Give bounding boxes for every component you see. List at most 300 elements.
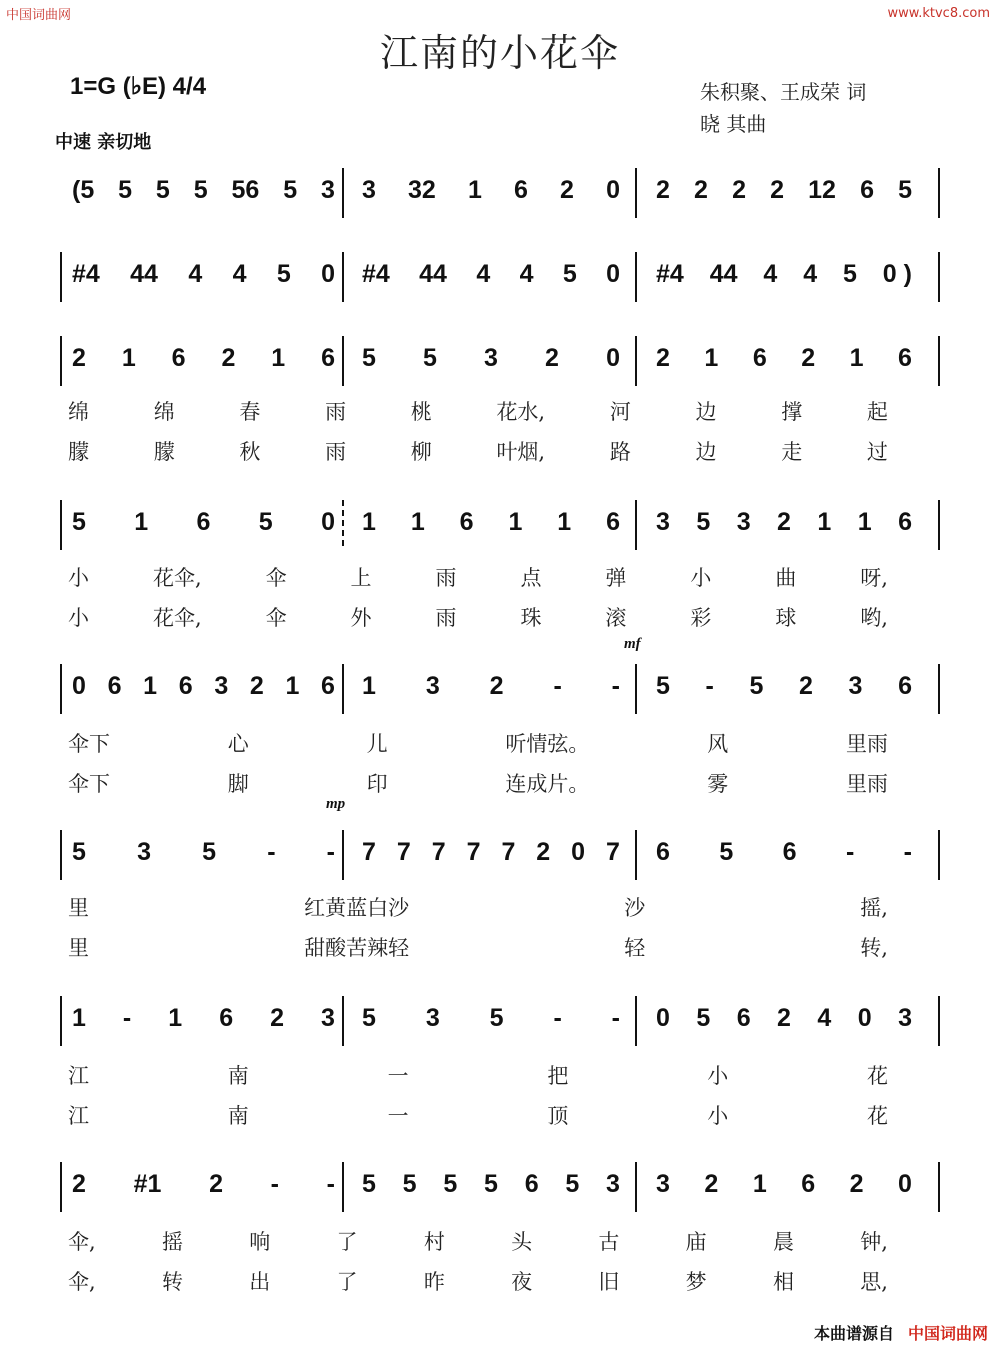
bar-line xyxy=(635,664,637,714)
lyric-syllable: 南 xyxy=(227,1064,249,1088)
lyricist-credit: 朱积聚、王成荣 词 xyxy=(700,80,867,104)
note: 0 ) xyxy=(882,260,912,288)
note: 1 xyxy=(849,344,864,372)
note: 6 xyxy=(606,508,620,536)
bar-line xyxy=(635,252,637,302)
note: #4 xyxy=(656,260,684,288)
note: 2 xyxy=(732,176,746,204)
note: 1 xyxy=(557,508,572,536)
lyric-syllable: 里雨 xyxy=(845,772,888,796)
note: 7 xyxy=(606,838,620,866)
lyric-syllable: 雨 xyxy=(435,566,457,590)
note: 2 xyxy=(656,176,670,204)
note: 44 xyxy=(130,260,158,288)
lyric-line xyxy=(0,932,1000,962)
note: 1 xyxy=(362,672,376,700)
lyric-syllable: 转, xyxy=(860,936,888,960)
note: 6 xyxy=(171,344,186,372)
lyric-syllable: 珠 xyxy=(520,606,542,630)
note: 5 xyxy=(696,508,711,536)
measure xyxy=(656,344,912,373)
lyric-syllable: 雾 xyxy=(707,772,729,796)
note: 5 xyxy=(362,1004,376,1032)
note: 2 xyxy=(770,176,784,204)
note: #4 xyxy=(362,260,390,288)
note: 5 xyxy=(276,260,291,288)
note: 5 xyxy=(565,1170,580,1198)
note: - xyxy=(122,1004,132,1032)
note: 3 xyxy=(656,1170,670,1198)
note: - xyxy=(553,672,562,700)
note: 2 xyxy=(777,1004,791,1032)
note: 3 xyxy=(848,672,863,700)
note: 4 xyxy=(232,260,247,288)
measure xyxy=(656,672,912,701)
note: 1 xyxy=(410,508,425,536)
lyric-syllable: 一 xyxy=(387,1064,409,1088)
lyric-syllable: 儿 xyxy=(366,732,388,756)
note: 3 xyxy=(606,1170,620,1198)
note: 5 xyxy=(258,508,273,536)
lyric-syllable: 南 xyxy=(227,1104,249,1128)
lyric-syllable: 绵 xyxy=(153,400,175,424)
bar-line xyxy=(60,336,62,386)
lyric-line xyxy=(0,1060,1000,1090)
note: 2 xyxy=(849,1170,864,1198)
lyric-syllable: 柳 xyxy=(410,440,432,464)
measure xyxy=(72,1004,335,1033)
lyric-syllable: 摇, xyxy=(860,896,888,920)
bar-line xyxy=(342,252,344,302)
bar-line xyxy=(938,996,940,1046)
note: 3 xyxy=(214,672,229,700)
lyric-syllable: 走 xyxy=(781,440,803,464)
measure xyxy=(72,1170,335,1199)
note: 0 xyxy=(571,838,586,866)
note: 6 xyxy=(524,1170,539,1198)
lyric-syllable: 路 xyxy=(609,440,631,464)
note: 5 xyxy=(362,1170,376,1198)
note: 0 xyxy=(606,176,620,204)
note: 3 xyxy=(656,508,670,536)
note: 5 xyxy=(202,838,217,866)
note: 6 xyxy=(219,1004,234,1032)
note: 1 xyxy=(508,508,523,536)
bar-line xyxy=(342,336,344,386)
lyric-syllable: 伞 xyxy=(265,606,287,630)
note: 5 xyxy=(696,1004,711,1032)
note: 2 xyxy=(656,344,670,372)
measure xyxy=(72,508,335,537)
note: 2 xyxy=(249,672,264,700)
lyric-line xyxy=(0,396,1000,426)
note: 6 xyxy=(898,508,912,536)
lyric-syllable: 撑 xyxy=(781,400,803,424)
note: 5 xyxy=(283,176,298,204)
note: 6 xyxy=(782,838,797,866)
measure xyxy=(72,838,335,867)
bar-line xyxy=(60,830,62,880)
note: 6 xyxy=(801,1170,816,1198)
note: 1 xyxy=(467,176,482,204)
lyric-syllable: 起 xyxy=(866,400,888,424)
note: 3 xyxy=(736,508,751,536)
watermark-left: 中国词曲网 xyxy=(6,8,72,23)
bar-line xyxy=(635,168,637,218)
note: 6 xyxy=(196,508,211,536)
song-title: 江南的小花伞 xyxy=(379,31,620,75)
note: 3 xyxy=(425,672,440,700)
note: 2 xyxy=(270,1004,285,1032)
note: 44 xyxy=(419,260,447,288)
note: 5 xyxy=(749,672,764,700)
lyric-line xyxy=(0,728,1000,758)
note: 6 xyxy=(514,176,528,204)
bar-line xyxy=(60,664,62,714)
note: 2 xyxy=(560,176,574,204)
note: 5 xyxy=(656,672,670,700)
note: - xyxy=(267,838,276,866)
lyric-syllable: 旧 xyxy=(598,1270,620,1294)
note: - xyxy=(326,838,335,866)
note: 5 xyxy=(423,344,437,372)
bar-line xyxy=(635,1162,637,1212)
lyric-syllable: 花 xyxy=(866,1064,888,1088)
bar-line xyxy=(635,500,637,550)
measure xyxy=(72,672,335,701)
note: 5 xyxy=(362,344,376,372)
note: 2 xyxy=(801,344,816,372)
note: 2 xyxy=(72,1170,86,1198)
note: 6 xyxy=(107,672,122,700)
note: 2 xyxy=(799,672,813,700)
note: - xyxy=(326,1170,335,1198)
lyric-syllable: 边 xyxy=(695,400,717,424)
note: 3 xyxy=(898,1004,912,1032)
lyric-syllable: 转 xyxy=(161,1270,183,1294)
lyric-line xyxy=(0,768,1000,798)
bar-line xyxy=(635,336,637,386)
lyric-line xyxy=(0,1100,1000,1130)
lyric-syllable: 村 xyxy=(423,1230,445,1254)
note: 7 xyxy=(362,838,376,866)
note: 4 xyxy=(803,260,818,288)
note: 5 xyxy=(489,1004,504,1032)
lyric-syllable: 小 xyxy=(707,1064,729,1088)
lyric-syllable: 桃 xyxy=(410,400,432,424)
lyric-syllable: 风 xyxy=(707,732,729,756)
lyric-syllable: 江 xyxy=(68,1104,89,1128)
note: - xyxy=(903,838,912,866)
note: 6 xyxy=(321,344,335,372)
note: 0 xyxy=(321,508,335,536)
lyric-syllable: 响 xyxy=(249,1230,271,1254)
lyric-syllable: 小 xyxy=(707,1104,729,1128)
lyric-syllable: 脚 xyxy=(227,772,249,796)
measure xyxy=(72,260,335,289)
lyric-syllable: 弹 xyxy=(605,566,627,590)
note: 4 xyxy=(763,260,778,288)
key-signature: 1=G (♭E) 4/4 xyxy=(70,73,207,100)
note: - xyxy=(270,1170,279,1198)
note: - xyxy=(705,672,714,700)
measure xyxy=(72,344,335,373)
measure xyxy=(656,838,912,867)
dynamic-mp: mp xyxy=(326,796,346,812)
lyric-syllable: 雨 xyxy=(435,606,457,630)
note: 3 xyxy=(484,344,498,372)
measure xyxy=(656,508,912,537)
bar-line xyxy=(635,996,637,1046)
bar-line xyxy=(342,996,344,1046)
lyric-syllable: 昨 xyxy=(423,1270,445,1294)
lyric-syllable: 古 xyxy=(598,1230,620,1254)
note: 5 xyxy=(118,176,133,204)
note: 2 xyxy=(209,1170,223,1198)
lyric-syllable: 伞下 xyxy=(68,732,110,756)
bar-line xyxy=(342,168,344,218)
lyric-syllable: 呀, xyxy=(860,566,888,590)
source-site: 中国词曲网 xyxy=(907,1324,988,1343)
note: (5 xyxy=(72,176,95,204)
note: 0 xyxy=(898,1170,912,1198)
note: 3 xyxy=(137,838,151,866)
note: 32 xyxy=(408,176,436,204)
note: 0 xyxy=(857,1004,872,1032)
note: 4 xyxy=(817,1004,832,1032)
lyric-syllable: 轻 xyxy=(624,936,646,960)
lyric-syllable: 哟, xyxy=(860,606,888,630)
lyric-syllable: 印 xyxy=(366,772,388,796)
measure xyxy=(362,838,620,867)
note: 5 xyxy=(443,1170,458,1198)
measure xyxy=(362,176,620,205)
lyric-syllable: 曲 xyxy=(775,566,797,590)
note: 2 xyxy=(704,1170,719,1198)
note: 56 xyxy=(231,176,260,204)
lyric-syllable: 出 xyxy=(249,1270,271,1294)
lyric-syllable: 心 xyxy=(227,732,249,756)
note: 5 xyxy=(72,838,86,866)
bar-line xyxy=(938,664,940,714)
note: 3 xyxy=(425,1004,440,1032)
note: 0 xyxy=(72,672,86,700)
measure xyxy=(362,344,620,373)
bar-line xyxy=(938,336,940,386)
bar-line xyxy=(342,664,344,714)
note: #4 xyxy=(72,260,100,288)
lyric-syllable: 一 xyxy=(387,1104,409,1128)
lyric-syllable: 伞下 xyxy=(68,772,110,796)
dynamic-mf: mf xyxy=(624,636,641,652)
note: 5 xyxy=(562,260,577,288)
lyric-syllable: 滚 xyxy=(605,606,627,630)
note: 2 xyxy=(72,344,86,372)
lyric-line xyxy=(0,436,1000,466)
note: 5 xyxy=(484,1170,498,1198)
note: 4 xyxy=(519,260,534,288)
note: 1 xyxy=(704,344,719,372)
note: 0 xyxy=(656,1004,670,1032)
note: 6 xyxy=(898,672,912,700)
note: 44 xyxy=(709,260,738,288)
note: 7 xyxy=(396,838,411,866)
measure xyxy=(656,1170,912,1199)
lyric-syllable: 雨 xyxy=(325,440,347,464)
lyric-syllable: 沙 xyxy=(624,896,646,920)
note: 7 xyxy=(431,838,446,866)
note: 12 xyxy=(808,176,836,204)
lyric-syllable: 小 xyxy=(68,606,89,630)
note: 1 xyxy=(143,672,158,700)
lyric-syllable: 外 xyxy=(350,606,372,630)
lyric-syllable: 梦 xyxy=(685,1270,707,1294)
bar-line xyxy=(938,1162,940,1212)
lyric-syllable: 花 xyxy=(866,1104,888,1128)
lyric-syllable: 了 xyxy=(336,1230,358,1254)
note: 6 xyxy=(860,176,874,204)
lyric-syllable: 朦 xyxy=(68,440,89,464)
note: 1 xyxy=(362,508,376,536)
bar-line xyxy=(938,168,940,218)
note: 6 xyxy=(656,838,670,866)
lyric-line xyxy=(0,1226,1000,1256)
note: 7 xyxy=(501,838,516,866)
lyric-syllable: 花伞, xyxy=(152,566,202,590)
lyric-syllable: 花水, xyxy=(496,400,546,424)
lyric-syllable: 小 xyxy=(68,566,89,590)
note: 3 xyxy=(362,176,376,204)
note: 2 xyxy=(545,344,559,372)
note: 6 xyxy=(178,672,193,700)
note: 1 xyxy=(72,1004,86,1032)
lyric-syllable: 里雨 xyxy=(845,732,888,756)
lyric-syllable: 雨 xyxy=(325,400,347,424)
lyric-syllable: 甜酸苦辣轻 xyxy=(304,936,410,960)
lyric-syllable: 头 xyxy=(511,1230,533,1254)
measure xyxy=(362,260,620,289)
bar-line xyxy=(60,1162,62,1212)
note: 0 xyxy=(321,260,335,288)
lyric-syllable: 顶 xyxy=(547,1104,569,1128)
watermark-right: www.ktvc8.com xyxy=(887,6,990,21)
composer-credit: 晓 其曲 xyxy=(700,112,767,136)
lyric-syllable: 里 xyxy=(68,896,89,920)
note: 1 xyxy=(121,344,136,372)
lyric-syllable: 花伞, xyxy=(152,606,202,630)
lyric-syllable: 绵 xyxy=(68,400,89,424)
lyric-syllable: 小 xyxy=(690,566,712,590)
lyric-line xyxy=(0,1266,1000,1296)
bar-line xyxy=(60,500,62,550)
source-label: 本曲谱源自 xyxy=(813,1324,894,1343)
lyric-syllable: 把 xyxy=(547,1064,569,1088)
note: 1 xyxy=(134,508,149,536)
lyric-syllable: 边 xyxy=(695,440,717,464)
note: 0 xyxy=(606,260,620,288)
lyric-syllable: 思, xyxy=(860,1270,888,1294)
lyric-syllable: 春 xyxy=(239,400,261,424)
lyric-syllable: 里 xyxy=(68,936,89,960)
measure xyxy=(362,1170,620,1199)
bar-line xyxy=(342,500,344,550)
measure xyxy=(362,508,620,537)
bar-line xyxy=(342,830,344,880)
note: 0 xyxy=(606,344,620,372)
measure xyxy=(656,1004,912,1033)
lyric-line xyxy=(0,892,1000,922)
note: 4 xyxy=(476,260,491,288)
note: 2 xyxy=(536,838,551,866)
note: 5 xyxy=(719,838,734,866)
lyric-syllable: 朦 xyxy=(153,440,175,464)
note: 3 xyxy=(321,1004,335,1032)
note: 5 xyxy=(843,260,857,288)
lyric-syllable: 庙 xyxy=(685,1230,707,1254)
note: 4 xyxy=(188,260,203,288)
note: 5 xyxy=(193,176,208,204)
note: 5 xyxy=(155,176,170,204)
lyric-syllable: 连成片。 xyxy=(505,772,590,796)
lyric-line xyxy=(0,562,1000,592)
lyric-syllable: 了 xyxy=(336,1270,358,1294)
lyric-syllable: 彩 xyxy=(690,606,712,630)
lyric-syllable: 听情弦。 xyxy=(505,732,590,756)
note: - xyxy=(553,1004,562,1032)
measure xyxy=(656,176,912,205)
note: 6 xyxy=(736,1004,751,1032)
lyric-syllable: 过 xyxy=(866,440,888,464)
note: 5 xyxy=(898,176,912,204)
lyric-syllable: 伞 xyxy=(265,566,287,590)
note: - xyxy=(611,672,620,700)
measure xyxy=(362,1004,620,1033)
bar-line xyxy=(635,830,637,880)
note: 7 xyxy=(466,838,481,866)
note: 3 xyxy=(321,176,335,204)
note: 1 xyxy=(271,344,286,372)
note: - xyxy=(611,1004,620,1032)
lyric-syllable: 晨 xyxy=(772,1230,794,1254)
tempo-marking: 中速 亲切地 xyxy=(55,132,152,153)
note: - xyxy=(845,838,855,866)
note: 1 xyxy=(168,1004,183,1032)
note: 5 xyxy=(402,1170,417,1198)
lyric-syllable: 伞, xyxy=(68,1230,96,1254)
note: 2 xyxy=(221,344,236,372)
lyric-syllable: 秋 xyxy=(239,440,261,464)
lyric-syllable: 红黄蓝白沙 xyxy=(304,896,410,920)
bar-line xyxy=(938,252,940,302)
source-credit xyxy=(814,1321,988,1344)
bar-line xyxy=(938,830,940,880)
note: 6 xyxy=(459,508,474,536)
measure xyxy=(362,672,620,701)
note: 1 xyxy=(752,1170,767,1198)
note: 6 xyxy=(321,672,335,700)
lyric-syllable: 伞, xyxy=(68,1270,96,1294)
note: 1 xyxy=(285,672,300,700)
note: 2 xyxy=(694,176,708,204)
lyric-syllable: 相 xyxy=(772,1270,794,1294)
lyric-syllable: 夜 xyxy=(511,1270,533,1294)
lyric-syllable: 叶烟, xyxy=(496,440,546,464)
bar-line xyxy=(342,1162,344,1212)
note: 1 xyxy=(857,508,872,536)
lyric-syllable: 摇 xyxy=(161,1230,183,1254)
note: 2 xyxy=(489,672,504,700)
measure xyxy=(656,260,912,289)
